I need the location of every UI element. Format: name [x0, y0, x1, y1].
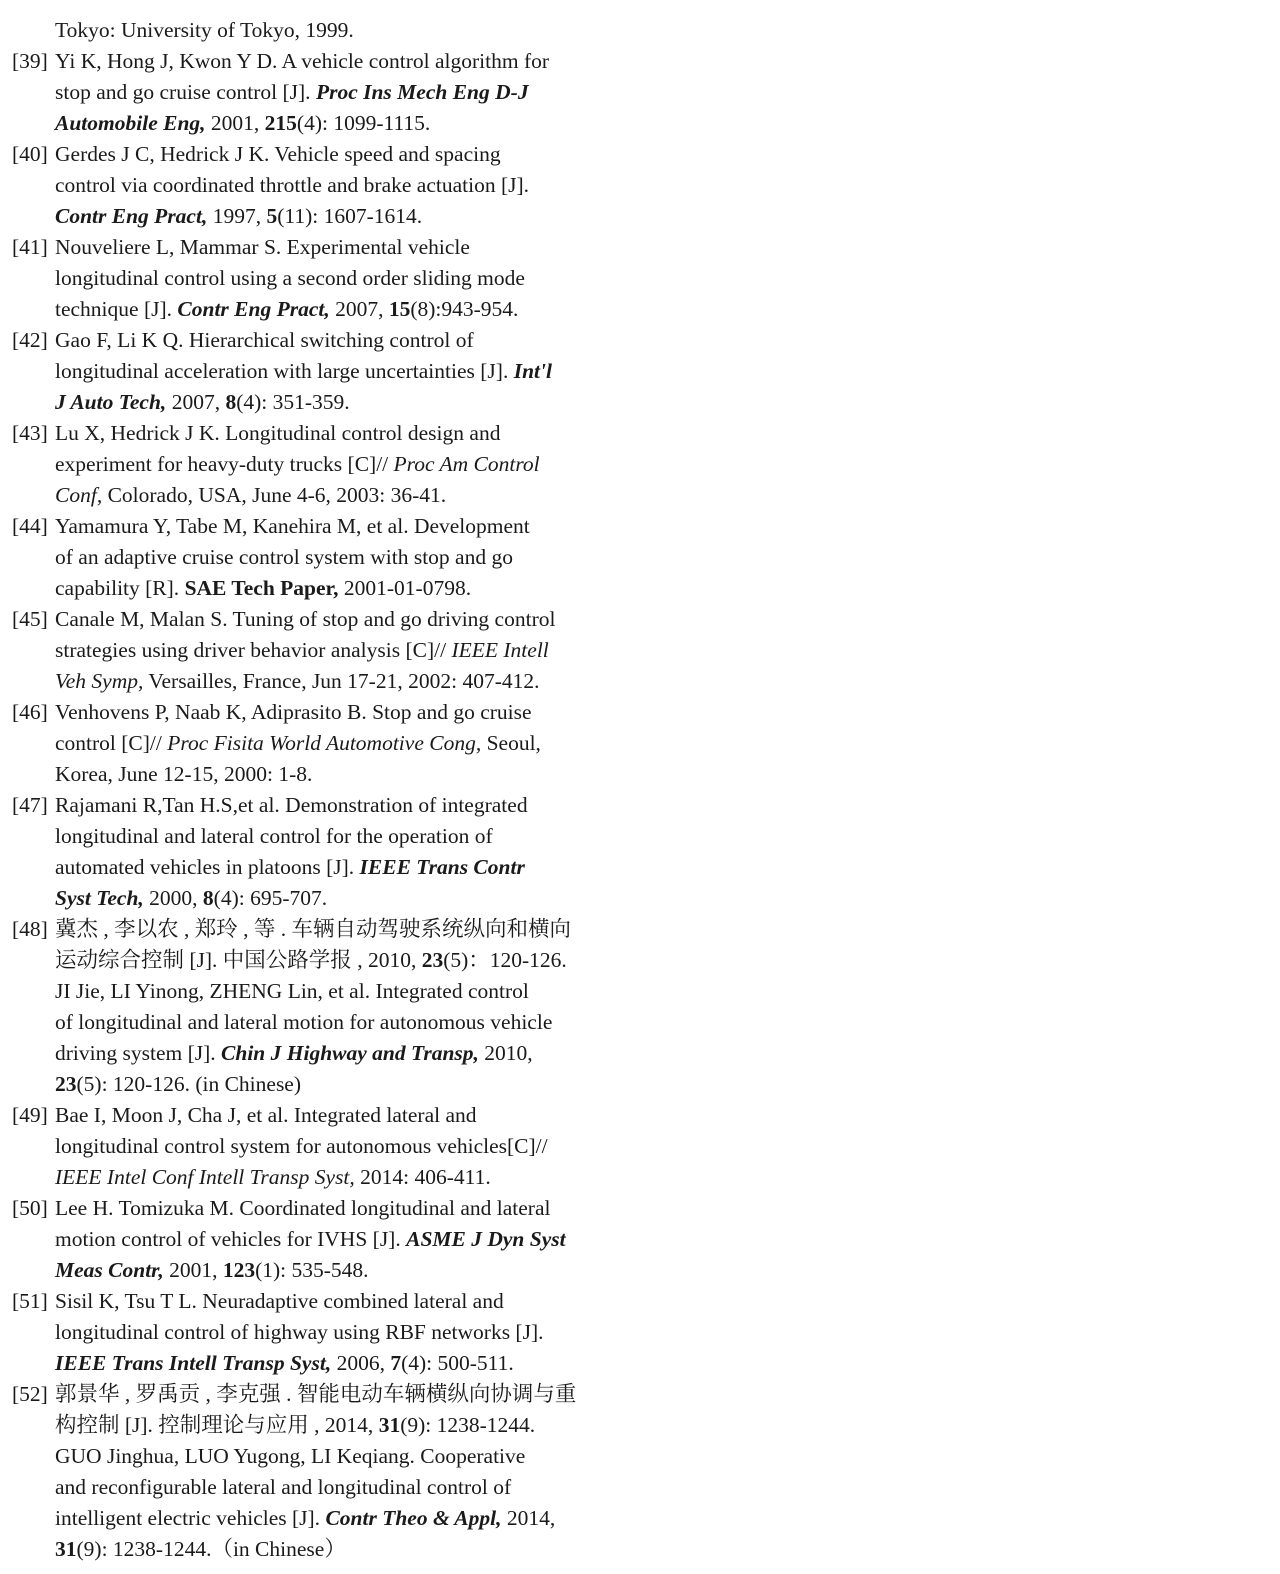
reference-line	[55, 170, 632, 201]
reference-line	[55, 852, 632, 883]
reference-text: Colorado, USA, June 4-6, 2003: 36-41.	[102, 483, 447, 507]
reference-text: of longitudinal and lateral motion for autonomous vehicle	[55, 1010, 553, 1034]
reference-text: Sisil K, Tsu T L. Neuradaptive combined lateral and	[55, 1289, 504, 1313]
reference-line	[55, 604, 632, 635]
reference-number: [41]	[12, 235, 48, 259]
reference-text: control via coordinated throttle and brake actuation [J].	[55, 173, 530, 197]
reference-text: intelligent electric vehicles [J].	[55, 1506, 326, 1530]
reference-text: (9): 1238-1244.（in Chinese）	[76, 1537, 346, 1561]
reference-line	[55, 511, 632, 542]
reference-text: 2001,	[205, 111, 265, 135]
reference-text: of an adaptive cruise control system with stop and go	[55, 545, 513, 569]
journal-title: Chin J Highway and Transp,	[221, 1041, 479, 1065]
reference-entry	[12, 697, 632, 790]
reference-number: [48]	[12, 917, 48, 941]
reference-text: experiment for heavy-duty trucks [C]//	[55, 452, 394, 476]
reference-entry	[12, 511, 632, 604]
reference-text: 2000,	[143, 886, 203, 910]
reference-entry	[12, 1379, 632, 1565]
reference-text: Lu X, Hedrick J K. Longitudinal control design and	[55, 421, 501, 445]
reference-text: longitudinal acceleration with large uncertainties [J].	[55, 359, 514, 383]
reference-text: 郭景华 , 罗禹贡 , 李克强 . 智能电动车辆横纵向协调与重	[55, 1382, 577, 1406]
reference-text: Gerdes J C, Hedrick J K. Vehicle speed and spacing	[55, 142, 501, 166]
reference-text: and reconfigurable lateral and longitudinal control of	[55, 1475, 512, 1499]
reference-entry	[12, 15, 632, 46]
journal-title: Syst Tech,	[55, 886, 144, 910]
journal-title: Proc Ins Mech Eng D-J	[315, 80, 529, 104]
proceedings-title: Veh Symp,	[55, 669, 144, 693]
reference-text: Canale M, Malan S. Tuning of stop and go driving control	[55, 607, 556, 631]
reference-text: capability [R].	[55, 576, 185, 600]
reference-line	[55, 728, 632, 759]
reference-line	[55, 1100, 632, 1131]
reference-text: (1): 535-548.	[255, 1258, 369, 1282]
reference-text: Yamamura Y, Tabe M, Kanehira M, et al. Development	[55, 514, 530, 538]
reference-line	[55, 325, 632, 356]
reference-text: (4): 351-359.	[236, 390, 350, 414]
reference-text: Nouveliere L, Mammar S. Experimental vehicle	[55, 235, 470, 259]
reference-entry	[12, 1286, 632, 1379]
reference-line	[55, 1162, 632, 1193]
reference-text: longitudinal control using a second order sliding mode	[55, 266, 525, 290]
reference-text: (8):943-954.	[410, 297, 519, 321]
reference-text: (5)：120-126.	[443, 948, 567, 972]
reference-text: Korea, June 12-15, 2000: 1-8.	[55, 762, 313, 786]
reference-text: 2006,	[331, 1351, 391, 1375]
reference-entry	[12, 325, 632, 418]
reference-line	[55, 1224, 632, 1255]
reference-text: JI Jie, LI Yinong, ZHENG Lin, et al. Integrated control	[55, 979, 529, 1003]
reference-number: [39]	[12, 49, 48, 73]
reference-line	[55, 263, 632, 294]
volume-number: 215	[264, 111, 297, 135]
reference-line	[55, 356, 632, 387]
reference-line	[55, 1441, 632, 1472]
reference-line	[55, 976, 632, 1007]
journal-title: J Auto Tech,	[55, 390, 167, 414]
reference-line	[55, 573, 632, 604]
volume-number: 5	[266, 204, 278, 228]
reference-line	[55, 759, 632, 790]
reference-line	[55, 697, 632, 728]
reference-line	[55, 1286, 632, 1317]
reference-line	[55, 449, 632, 480]
reference-text: longitudinal control of highway using RBF networks [J].	[55, 1320, 544, 1344]
reference-text: longitudinal control system for autonomous vehicles[C]//	[55, 1134, 548, 1158]
volume-number: 31	[55, 1537, 77, 1561]
reference-line	[55, 1410, 632, 1441]
proceedings-title: IEEE Intel Conf Intell Transp Syst,	[55, 1165, 355, 1189]
reference-line	[55, 201, 632, 232]
reference-text: 构控制 [J]. 控制理论与应用 , 2014,	[55, 1413, 379, 1437]
reference-text: motion control of vehicles for IVHS [J].	[55, 1227, 407, 1251]
reference-text: (5): 120-126. (in Chinese)	[76, 1072, 302, 1096]
reference-text: Rajamani R,Tan H.S,et al. Demonstration of integrated	[55, 793, 528, 817]
reference-text: (11): 1607-1614.	[277, 204, 423, 228]
reference-line	[55, 108, 632, 139]
reference-number: [50]	[12, 1196, 48, 1220]
reference-number: [47]	[12, 793, 48, 817]
reference-line	[55, 1255, 632, 1286]
reference-text: GUO Jinghua, LUO Yugong, LI Keqiang. Cooperative	[55, 1444, 526, 1468]
reference-text: Lee H. Tomizuka M. Coordinated longitudinal and lateral	[55, 1196, 551, 1220]
reference-text: 2007,	[166, 390, 226, 414]
reference-line	[55, 1379, 632, 1410]
journal-title: Contr Eng Pract,	[55, 204, 208, 228]
reference-text: 冀杰 , 李以农 , 郑玲 , 等 . 车辆自动驾驶系统纵向和横向	[55, 917, 572, 941]
reference-number: [51]	[12, 1289, 48, 1313]
volume-number: 23	[55, 1072, 77, 1096]
reference-number: [43]	[12, 421, 48, 445]
reference-text: 2010,	[478, 1041, 533, 1065]
reference-line	[55, 883, 632, 914]
reference-entry	[12, 418, 632, 511]
reference-list	[12, 15, 632, 1565]
volume-number: 31	[378, 1413, 401, 1437]
reference-line	[55, 821, 632, 852]
reference-text: 1997,	[207, 204, 267, 228]
reference-line	[55, 77, 632, 108]
journal-title: Contr Theo & Appl,	[325, 1506, 502, 1530]
reference-entry	[12, 914, 632, 1100]
proceedings-title: Proc Am Control	[393, 452, 540, 476]
volume-number: 8	[225, 390, 237, 414]
reference-text: 运动综合控制 [J]. 中国公路学报 , 2010,	[55, 948, 422, 972]
reference-line	[55, 294, 632, 325]
volume-number: 123	[222, 1258, 256, 1282]
reference-entry	[12, 46, 632, 139]
reference-text: Gao F, Li K Q. Hierarchical switching control of	[55, 328, 474, 352]
reference-text: automated vehicles in platoons [J].	[55, 855, 360, 879]
reference-line	[55, 1038, 632, 1069]
volume-number: 23	[421, 948, 444, 972]
volume-number: SAE Tech Paper,	[184, 576, 339, 600]
reference-line	[55, 1472, 632, 1503]
reference-text: (4): 500-511.	[401, 1351, 514, 1375]
reference-line	[55, 1503, 632, 1534]
reference-text: (9): 1238-1244.	[400, 1413, 536, 1437]
reference-entry	[12, 139, 632, 232]
reference-entry	[12, 604, 632, 697]
reference-line	[55, 1069, 632, 1100]
reference-line	[55, 1534, 632, 1565]
reference-line	[55, 46, 632, 77]
reference-number: [40]	[12, 142, 48, 166]
reference-line	[55, 790, 632, 821]
reference-text: Tokyo: University of Tokyo, 1999.	[55, 18, 354, 42]
journal-title: Automobile Eng,	[55, 111, 206, 135]
reference-line	[55, 387, 632, 418]
journal-title: Meas Contr,	[55, 1258, 164, 1282]
reference-text: Venhovens P, Naab K, Adiprasito B. Stop and go cruise	[55, 700, 532, 724]
reference-line	[55, 914, 632, 945]
reference-text: 2001-01-0798.	[338, 576, 472, 600]
reference-line	[55, 666, 632, 697]
volume-number: 8	[202, 886, 214, 910]
reference-text: (4): 695-707.	[213, 886, 328, 910]
reference-line	[55, 480, 632, 511]
reference-entry	[12, 1193, 632, 1286]
volume-number: 7	[390, 1351, 402, 1375]
reference-text: 2001,	[163, 1258, 223, 1282]
reference-line	[55, 1348, 632, 1379]
reference-line	[55, 232, 632, 263]
volume-number: 15	[388, 297, 411, 321]
journal-title: IEEE Trans Contr	[359, 855, 525, 879]
reference-line	[55, 15, 632, 46]
reference-text: stop and go cruise control [J].	[55, 80, 316, 104]
reference-number: [42]	[12, 328, 48, 352]
proceedings-title: Proc Fisita World Automotive Cong,	[167, 731, 482, 755]
journal-title: ASME J Dyn Syst	[406, 1227, 566, 1251]
journal-title: Int'l	[513, 359, 552, 383]
reference-text: technique [J].	[55, 297, 178, 321]
reference-number: [52]	[12, 1382, 48, 1406]
proceedings-title: Conf,	[55, 483, 103, 507]
reference-line	[55, 139, 632, 170]
reference-text: Yi K, Hong J, Kwon Y D. A vehicle control algorithm for	[55, 49, 550, 73]
reference-line	[55, 1317, 632, 1348]
reference-text: strategies using driver behavior analysis [C]//	[55, 638, 452, 662]
reference-text: longitudinal and lateral control for the operation of	[55, 824, 493, 848]
journal-title: IEEE Trans Intell Transp Syst,	[55, 1351, 332, 1375]
reference-entry	[12, 232, 632, 325]
reference-text: Bae I, Moon J, Cha J, et al. Integrated lateral and	[55, 1103, 477, 1127]
reference-line	[55, 945, 632, 976]
reference-line	[55, 635, 632, 666]
reference-entry	[12, 790, 632, 914]
reference-line	[55, 1131, 632, 1162]
reference-text: Seoul,	[481, 731, 541, 755]
reference-entry	[12, 1100, 632, 1193]
reference-text: Versailles, France, Jun 17-21, 2002: 407-412.	[143, 669, 540, 693]
reference-text: 2007,	[329, 297, 389, 321]
reference-number: [46]	[12, 700, 48, 724]
journal-title: Contr Eng Pract,	[177, 297, 330, 321]
reference-text: control [C]//	[55, 731, 168, 755]
proceedings-title: IEEE Intell	[451, 638, 549, 662]
reference-line	[55, 1193, 632, 1224]
reference-line	[55, 542, 632, 573]
reference-line	[55, 418, 632, 449]
reference-text: driving system [J].	[55, 1041, 222, 1065]
reference-text: (4): 1099-1115.	[296, 111, 431, 135]
reference-number: [44]	[12, 514, 48, 538]
reference-text: 2014: 406-411.	[354, 1165, 491, 1189]
reference-number: [45]	[12, 607, 48, 631]
reference-number: [49]	[12, 1103, 48, 1127]
reference-line	[55, 1007, 632, 1038]
reference-text: 2014,	[501, 1506, 556, 1530]
